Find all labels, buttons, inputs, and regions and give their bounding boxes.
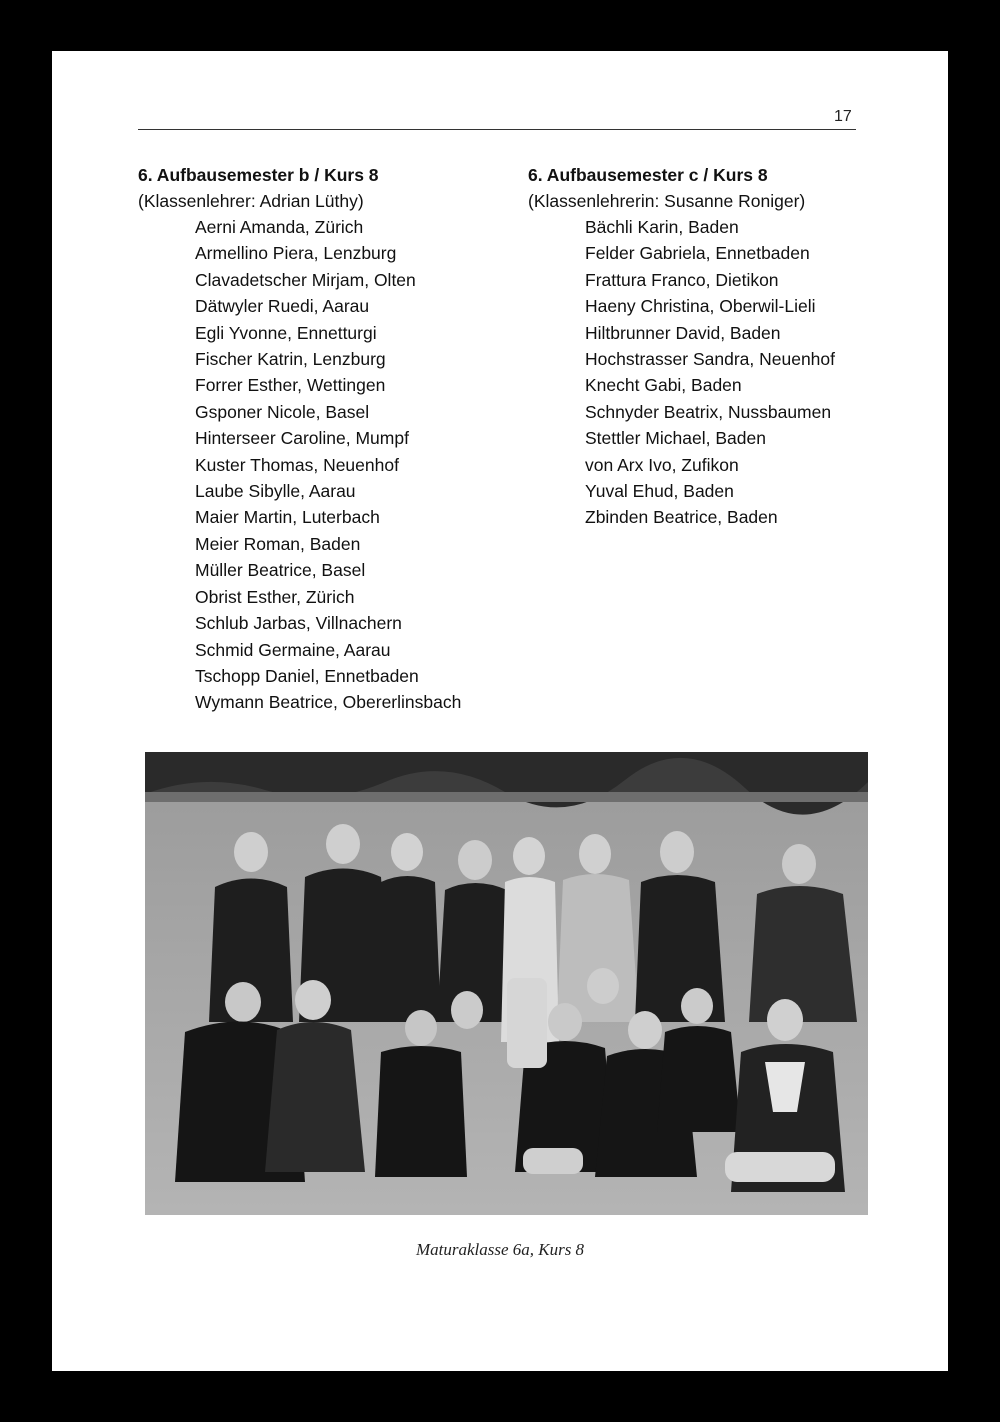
student-entry: Aerni Amanda, Zürich: [195, 217, 364, 237]
student-entry: Obrist Esther, Zürich: [195, 586, 355, 607]
class-list-c: [528, 162, 835, 531]
student-entry: Hiltbrunner David, Baden: [585, 322, 781, 343]
student-entry: Bächli Karin, Baden: [585, 217, 739, 237]
header-rule: [138, 129, 856, 130]
student-list-c: [528, 214, 835, 531]
class-heading-c: 6. Aufbausemester c / Kurs 8: [528, 165, 768, 185]
student-entry: Müller Beatrice, Basel: [195, 560, 366, 581]
class-teacher-c: (Klassenlehrerin: Susanne Roniger): [528, 191, 806, 211]
student-entry: Knecht Gabi, Baden: [585, 375, 742, 396]
student-entry: Yuval Ehud, Baden: [585, 481, 734, 502]
photo-caption: Maturaklasse 6a, Kurs 8: [415, 1240, 585, 1259]
student-entry: Tschopp Daniel, Ennetbaden: [195, 665, 419, 686]
student-entry: Haeny Christina, Oberwil-Lieli: [585, 296, 816, 317]
student-entry: Zbinden Beatrice, Baden: [585, 507, 778, 528]
student-entry: Frattura Franco, Dietikon: [585, 269, 779, 290]
student-entry: Hinterseer Caroline, Mumpf: [195, 428, 409, 449]
student-entry: Fischer Katrin, Lenzburg: [195, 349, 386, 370]
student-entry: Clavadetscher Mirjam, Olten: [195, 269, 416, 290]
student-entry: Schlub Jarbas, Villnachern: [195, 613, 402, 634]
student-entry: von Arx Ivo, Zufikon: [585, 454, 739, 475]
student-entry: Gsponer Nicole, Basel: [195, 401, 370, 422]
student-entry: Dätwyler Ruedi, Aarau: [195, 296, 370, 317]
student-entry: Stettler Michael, Baden: [585, 428, 766, 449]
student-entry: Laube Sibylle, Aarau: [195, 481, 356, 502]
student-entry: Kuster Thomas, Neuenhof: [195, 454, 399, 475]
student-entry: Meier Roman, Baden: [195, 533, 361, 554]
student-list-b: [138, 214, 461, 716]
student-entry: Schmid Germaine, Aarau: [195, 639, 391, 660]
student-entry: Wymann Beatrice, Obererlinsbach: [195, 692, 462, 713]
page-number: 17: [834, 108, 852, 125]
class-teacher-b: (Klassenlehrer: Adrian Lüthy): [138, 191, 364, 211]
class-list-b: [138, 162, 461, 716]
student-entry: Forrer Esther, Wettingen: [195, 375, 386, 396]
student-entry: Hochstrasser Sandra, Neuenhof: [585, 349, 835, 370]
student-entry: Felder Gabriela, Ennetbaden: [585, 243, 810, 264]
class-photo: [145, 752, 868, 1215]
student-entry: Schnyder Beatrix, Nussbaumen: [585, 401, 832, 422]
student-entry: Armellino Piera, Lenzburg: [195, 243, 397, 264]
class-photo-image: [145, 752, 868, 1215]
student-entry: Egli Yvonne, Ennetturgi: [195, 322, 377, 343]
class-heading-b: 6. Aufbausemester b / Kurs 8: [138, 165, 379, 185]
student-entry: Maier Martin, Luterbach: [195, 507, 380, 528]
